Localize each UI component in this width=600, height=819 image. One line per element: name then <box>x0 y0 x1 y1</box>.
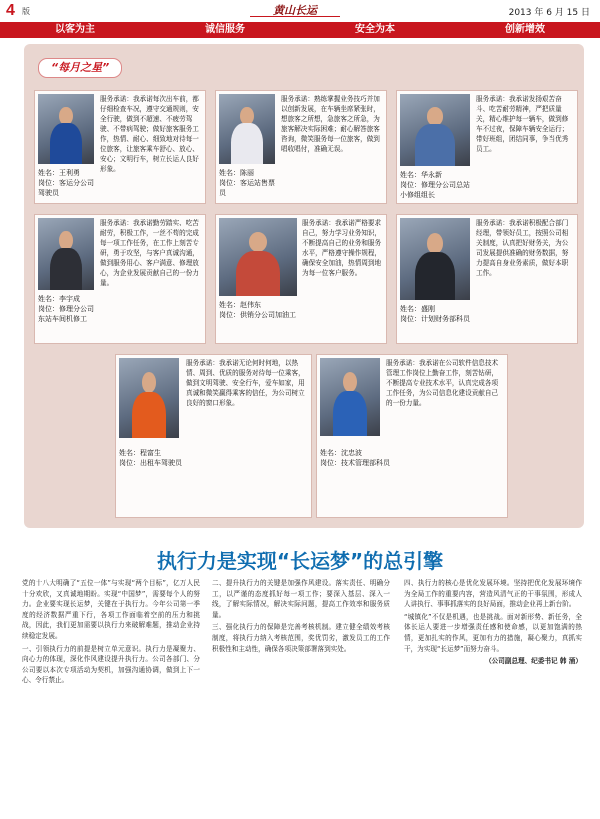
slogan-2: 诚信服务 <box>205 24 245 35</box>
star-position: 岗位：技术管理部科员 <box>320 459 390 467</box>
star-position: 岗位：客运分公司驾驶员 <box>38 179 94 197</box>
star-commitment: 服务承诺：我承诺在公司软件信息技术管理工作岗位上勤奋工作，刻苦钻研，不断提高专业技术水平，认真完成各项工作任务，为公司信息化建设贡献自己的一份力量。 <box>386 359 499 407</box>
star-position: 岗位：计划财务部科员 <box>400 315 470 323</box>
masthead-logo: 黄山长运 <box>250 2 340 17</box>
star-commitment: 服务承诺：我承诺每次出车前，都仔细检查车况，遵守交通规则，安全行驶，做到不超速、不疲劳驾驶、不带病驾驶；做好旅客服务工作，热情、耐心、细致地对待每一位旅客，让旅客乘车舒心、放心、安心；文明行车，树立长运人良好形象。 <box>100 95 199 173</box>
star-name: 姓名：盛刚 <box>400 305 435 313</box>
star-name: 姓名：李宇成 <box>38 295 80 303</box>
star-commitment: 服务承诺：我承诺勤劳踏实、吃苦耐劳，积极工作，一丝不苟的完成每一项工作任务，在工作上刻苦专研，勇于攻坚，与客户真诚沟通，做到服务用心、客户满意、修理放心，为企业发展贡献自己的一份力量。 <box>100 219 199 287</box>
star-position: 岗位：供销分公司加油工 <box>219 311 296 319</box>
star-commitment: 服务承诺：我承诺无论何时何地，以热情、周到、优质的服务对待每一位乘客，做到文明驾驶、安全行车，爱车如家，用真诚和微笑赢得乘客的信任，为公司树立良好的窗口形象。 <box>186 359 305 407</box>
article-column-1 <box>22 578 200 686</box>
article-headline: 执行力是实现“长运梦”的总引擎 <box>156 549 444 573</box>
star-commitment: 服务承诺：我承诺发扬艰苦奋斗、吃苦耐劳精神，严把质量关，精心维护每一辆车，做到修车不过夜，保障车辆安全运行；带好班组，团结同事，争当优秀员工。 <box>476 95 569 153</box>
star-photo <box>219 218 297 296</box>
star-name: 姓名：程富生 <box>119 449 161 457</box>
star-photo <box>400 218 470 300</box>
slogan-3: 安全为本 <box>355 24 395 35</box>
star-commitment: 服务承诺：熟练掌握业务技巧并加以创新发展，在车辆坐席紧张时，想旅客之所想，急旅客之所急，为旅客解决实际困难；耐心解答旅客咨询，微笑服务每一位旅客，做到唱收唱付，准确无误。 <box>281 95 380 153</box>
star-position: 岗位：修理分公司总站小修组组长 <box>400 181 470 199</box>
star-name: 姓名：赵伟东 <box>219 301 261 309</box>
page-number-label: 版 <box>22 7 30 16</box>
issue-date: 2013 年 6 月 15 日 <box>508 8 590 18</box>
star-photo <box>38 94 94 164</box>
star-name: 姓名：陈丽 <box>219 169 254 177</box>
star-commitment: 服务承诺：我承诺严格要求自己，努力学习业务知识，不断提高自己的业务和服务水平，严格遵守操作规程，确保安全加油，热情周到地为每一位客户服务。 <box>302 219 382 277</box>
star-photo <box>219 94 275 164</box>
article-paragraph: 四、执行力的核心是优化发展环境。坚持把优化发展环境作为全局工作的重要内容，营造风清气正的干事氛围，形成人人讲执行、事事抓落实的良好局面，推动企业再上新台阶。 <box>404 579 582 609</box>
star-photo <box>400 94 470 166</box>
article-paragraph: 一、引领执行力的前提是树立单元意识。执行力是凝聚力、向心力的体现，深化作风建设提升执行力。公司各部门、分公司要以本次专项活动为契机，加强沟通协调，做到上下一心、令行禁止。 <box>22 644 200 685</box>
star-photo <box>119 358 179 438</box>
star-name: 姓名：王利勇 <box>38 169 80 177</box>
article-column-3 <box>404 578 582 667</box>
slogan-bar <box>0 22 600 38</box>
star-position: 岗位：客运站售票员 <box>219 179 275 197</box>
article-paragraph: 党的十八大明确了“五位一体”与实现“两个目标”，亿万人民十分欢欣，又真诚地期盼。实现“中国梦”，需要每个人的努力。企业要实现长运梦，关键在于执行力。今年公司第一季度的经济数据严重下行，各项工作面临着空前的压力和挑战，因此，我们更加需要以执行力来破解难题，推动企业持续稳定发展。 <box>22 579 200 640</box>
article-paragraph: 三、强化执行力的保障是完善考核机制。建立健全绩效考核制度，将执行力纳入考核范围，奖优罚劣，激发员工的工作积极性和主动性，确保各项决策部署落到实处。 <box>212 623 390 653</box>
slogan-4: 创新增效 <box>505 24 545 35</box>
star-name: 姓名：华永新 <box>400 171 442 179</box>
slogan-1: 以客为主 <box>55 24 95 35</box>
star-position: 岗位：出租车驾驶员 <box>119 459 182 467</box>
star-name: 姓名：沈忠波 <box>320 449 362 457</box>
section-title: “每月之星” <box>38 58 122 78</box>
page-number: 4 <box>6 2 15 19</box>
star-photo <box>38 218 94 290</box>
page-header <box>0 0 600 22</box>
star-photo <box>320 358 380 436</box>
article-column-2 <box>212 578 390 654</box>
star-commitment: 服务承诺：我承诺积极配合部门经理，带领好员工，按照公司相关制度，认真把好财务关，为公司发展提供准确的财务数据，努力提高自身业务素质，做好本职工作。 <box>476 219 569 277</box>
article-byline: （公司副总理、纪委书记 韩 涌） <box>485 657 582 666</box>
star-position: 岗位：修理分公司东站车间机修工 <box>38 305 94 323</box>
article-paragraph: “城镇化”不仅是机遇，也是挑战。面对新形势、新任务，全体长运人要进一步增强责任感和使命感，以更加饱满的热情，更加扎实的作风，更加有力的措施，凝心聚力，真抓实干，为实现“长运梦”而努力奋斗。 <box>404 612 582 653</box>
article-paragraph: 二、提升执行力的关键是加强作风建设。落实责任、明确分工，以严谨的态度抓好每一项工作；要深入基层、深入一线，了解实际情况，解决实际问题，提高工作效率和服务质量。 <box>212 579 390 619</box>
